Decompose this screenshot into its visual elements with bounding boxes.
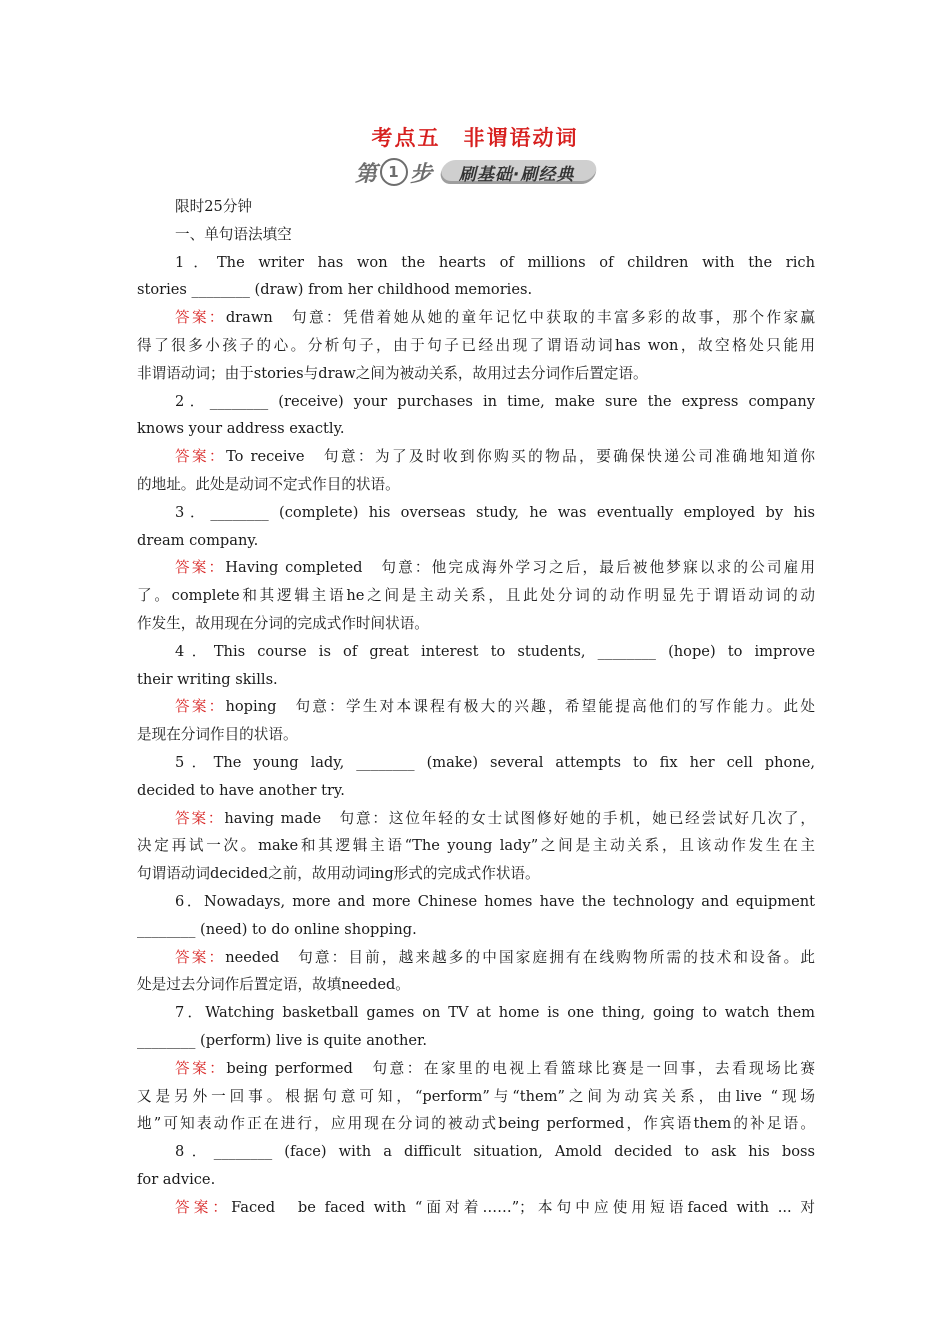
exercise-content <box>137 193 815 1221</box>
text-line <box>137 638 815 666</box>
line-text: 地”可知表动作正在进行，应用现在分词的被动式being performed，作宾语them的补足语。 <box>137 1115 815 1133</box>
text-line <box>137 499 815 527</box>
step-banner-text: 刷基础·刷经典 <box>459 164 575 185</box>
answer-line <box>137 304 815 332</box>
text-line <box>137 860 815 888</box>
text-line <box>137 666 815 694</box>
line-text: 处是过去分词作后置定语，故填needed。 <box>137 976 410 994</box>
answer-line <box>137 1055 815 1083</box>
line-text: being performed 句意：在家里的电视上看篮球比赛是一回事，去看现场比赛 <box>226 1059 815 1077</box>
time-limit: 限时25分钟 <box>175 198 252 215</box>
line-text: 决定再试一次。make和其逻辑主语“The young lady”之间是主动关系，且该动作发生在主 <box>137 837 815 855</box>
text-line <box>137 527 815 555</box>
answer-line <box>137 693 815 721</box>
answer-label: 答案： <box>175 809 225 827</box>
text-line <box>137 888 815 916</box>
text-line <box>137 249 815 277</box>
text-line <box>137 471 815 499</box>
answer-label: 答案： <box>175 1198 232 1216</box>
step-banner-pill <box>438 160 599 184</box>
text-line <box>137 832 815 860</box>
text-line <box>137 1083 815 1111</box>
line-text: 的地址。此处是动词不定式作目的状语。 <box>137 475 400 493</box>
line-text: 又是另外一回事。根据句意可知，“perform”与“them”之间为动宾关系，由live “现场 <box>137 1087 815 1105</box>
line-text: Faced be faced with “面对着……”；本句中应使用短语faced with ... 对 <box>231 1198 815 1216</box>
line-text: 4．This course is of great interest to students, ________ (hope) to improve <box>175 642 815 660</box>
line-text: 是现在分词作目的状语。 <box>137 726 298 744</box>
step-suffix: 步 <box>410 161 434 187</box>
text-line <box>137 971 815 999</box>
text-line <box>137 332 815 360</box>
text-line <box>137 916 815 944</box>
line-text: ________ (perform) live is quite another. <box>137 1031 427 1049</box>
line-text: dream company. <box>137 531 259 549</box>
page-title: 考点五 非谓语动词 <box>371 126 579 150</box>
text-line <box>137 1027 815 1055</box>
answer-line <box>137 554 815 582</box>
line-text: 3．________ (complete) his overseas study, he was eventually employed by his <box>175 503 815 521</box>
line-text: 6．Nowadays, more and more Chinese homes have the technology and equipment <box>175 892 815 910</box>
line-text: 2．________ (receive) your purchases in time, make sure the express company <box>175 392 815 410</box>
line-text: decided to have another try. <box>137 781 345 799</box>
line-text: ________ (need) to do online shopping. <box>137 920 417 938</box>
answer-line <box>137 805 815 833</box>
text-line <box>137 415 815 443</box>
line-text: needed 句意：目前，越来越多的中国家庭拥有在线购物所需的技术和设备。此 <box>225 948 815 966</box>
line-text: stories ________ (draw) from her childhood memories. <box>137 281 533 299</box>
text-line <box>137 360 815 388</box>
line-text: 非谓语动词；由于stories与draw之间为被动关系，故用过去分词作后置定语。 <box>137 364 648 382</box>
text-line <box>137 999 815 1027</box>
section-title: 一、单句语法填空 <box>175 225 292 243</box>
line-text: drawn 句意：凭借着她从她的童年记忆中获取的丰富多彩的故事，那个作家赢 <box>225 309 815 327</box>
answer-line <box>137 944 815 972</box>
line-text: knows your address exactly. <box>137 420 345 438</box>
answer-label: 答案： <box>175 309 226 327</box>
text-line <box>137 276 815 304</box>
line-text: Having completed 句意：他完成海外学习之后，最后被他梦寐以求的公司雇用 <box>225 559 815 577</box>
text-line <box>137 1110 815 1138</box>
text-line <box>137 610 815 638</box>
text-line <box>137 388 815 416</box>
text-line <box>137 749 815 777</box>
answer-line <box>137 1194 815 1222</box>
line-text: 得了很多小孩子的心。分析句子，由于句子已经出现了谓语动词has won，故空格处只能用 <box>137 336 815 354</box>
line-text: To receive 句意：为了及时收到你购买的物品，要确保快递公司准确地知道你 <box>226 448 815 466</box>
step-number-badge: 1 <box>380 158 408 186</box>
answer-line <box>137 443 815 471</box>
text-line <box>137 582 815 610</box>
answer-label: 答案： <box>175 698 226 716</box>
step-prefix: 第 <box>355 161 379 187</box>
text-line <box>137 777 815 805</box>
line-text: 1．The writer has won the hearts of millions of children with the rich <box>175 253 815 271</box>
step-banner <box>355 156 597 188</box>
text-line <box>137 1166 815 1194</box>
line-text: hoping 句意：学生对本课程有极大的兴趣，希望能提高他们的写作能力。此处 <box>225 698 815 716</box>
answer-label: 答案： <box>175 948 226 966</box>
line-text: 5．The young lady, ________ (make) several attempts to fix her cell phone, <box>175 753 815 771</box>
line-text: 句谓语动词decided之前，故用动词ing形式的完成式作状语。 <box>137 865 540 883</box>
line-text: for advice. <box>137 1170 216 1188</box>
line-text: 8．________ (face) with a difficult situation, Amold decided to ask his boss <box>175 1143 815 1161</box>
line-text: 了。complete和其逻辑主语he之间是主动关系，且此处分词的动作明显先于谓语动词的动 <box>137 587 815 605</box>
step-label <box>355 157 433 188</box>
answer-label: 答案： <box>175 1059 227 1077</box>
answer-label: 答案： <box>175 559 226 577</box>
line-text: 作发生，故用现在分词的完成式作时间状语。 <box>137 614 429 632</box>
text-line <box>137 1138 815 1166</box>
text-line <box>137 721 815 749</box>
line-text: their writing skills. <box>137 670 278 688</box>
line-text: having made 句意：这位年轻的女士试图修好她的手机，她已经尝试好几次了， <box>224 809 815 827</box>
line-text: 7．Watching basketball games on TV at home is one thing, going to watch them <box>175 1004 815 1022</box>
answer-label: 答案： <box>175 448 227 466</box>
